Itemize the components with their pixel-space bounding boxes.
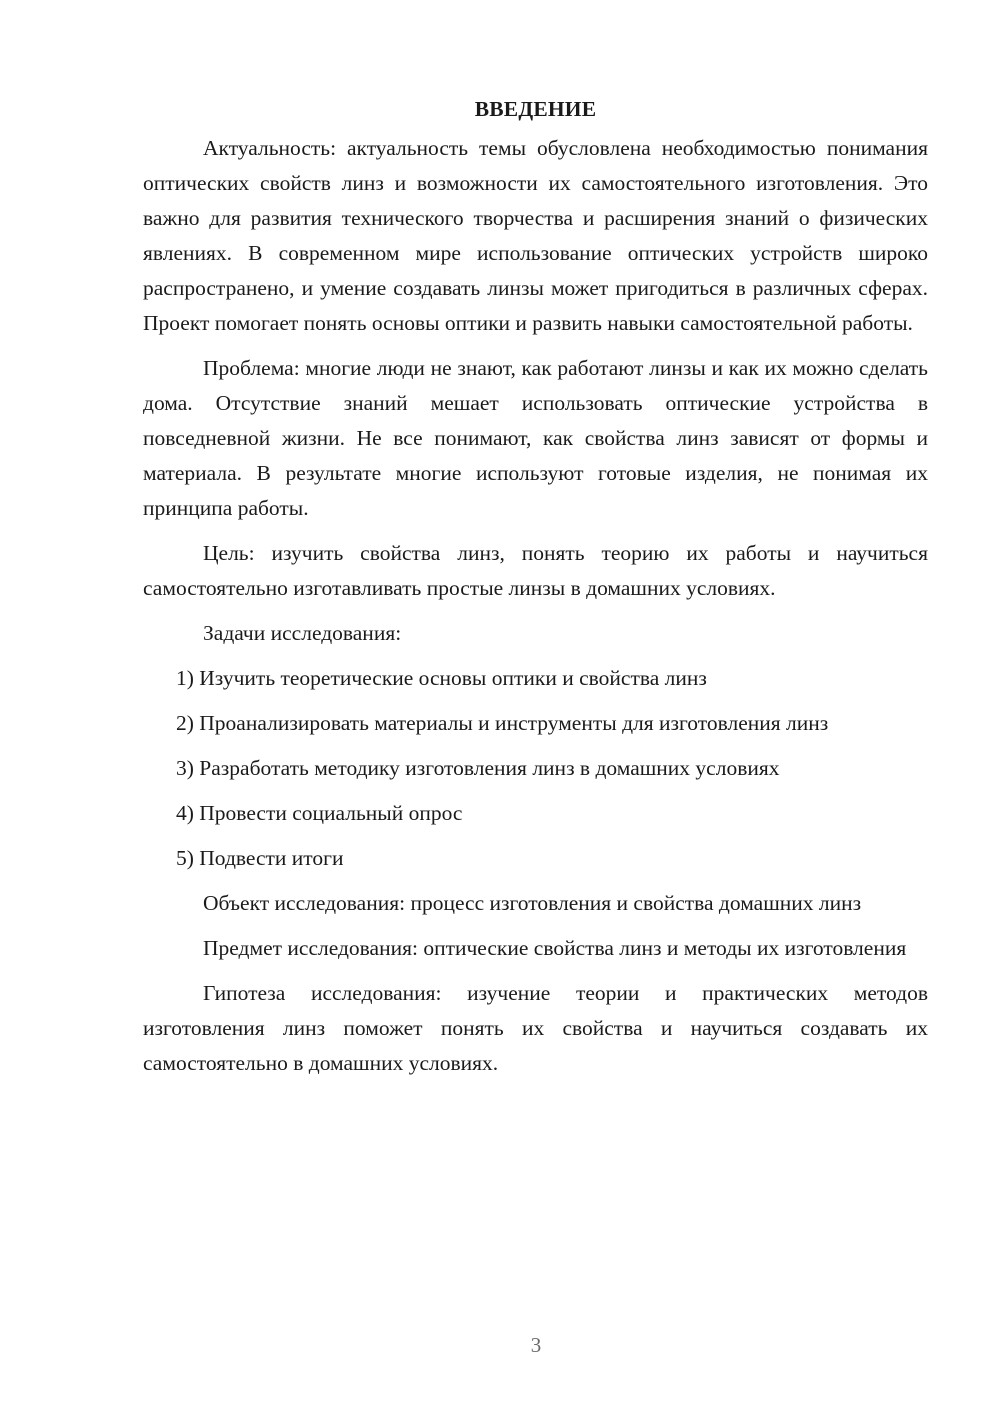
task-item: 1) Изучить теоретические основы оптики и свойства линз [176,666,707,690]
page-number: 3 [530,1333,542,1357]
task-item: 3) Разработать методику изготовления линз в домашних условиях [176,756,780,780]
object-paragraph: Объект исследования: процесс изготовления и свойства домашних линз [203,891,862,915]
subject-paragraph: Предмет исследования: оптические свойства линз и методы их изготовления [203,936,907,960]
goal-paragraph: Цель: изучить свойства линз, понять теорию их работы и научиться самостоятельно изготавливать простые линзы в домашних условиях. [143,541,928,600]
tasks-heading: Задачи исследования: [203,621,402,645]
hypothesis-paragraph: Гипотеза исследования: изучение теории и практических методов изготовления линз поможет понять их свойства и научиться создавать их самостоятельно в домашних условиях. [143,981,928,1075]
section-title: ВВЕДЕНИЕ [474,97,597,121]
task-item: 4) Провести социальный опрос [176,801,463,825]
problem-paragraph: Проблема: многие люди не знают, как работают линзы и как их можно сделать дома. Отсутствие знаний мешает использовать оптические устройства в повседневной жизни. Не все понимают, как свойства линз зависят от формы и материала. В результате многие используют готовые изделия, не понимая их принципа работы. [143,356,928,520]
task-item: 5) Подвести итоги [176,846,344,870]
relevance-paragraph: Актуальность: актуальность темы обусловлена необходимостью понимания оптических свойств линз и возможности их самостоятельного изготовления. Это важно для развития технического творчества и расширения знаний о физических явлениях. В современном мире использование оптических устройств широко распространено, и умение создавать линзы может пригодиться в различных сферах. Проект помогает понять основы оптики и развить навыки самостоятельной работы. [143,136,928,335]
task-item: 2) Проанализировать материалы и инструменты для изготовления линз [176,711,829,735]
document-page [143,92,928,1091]
